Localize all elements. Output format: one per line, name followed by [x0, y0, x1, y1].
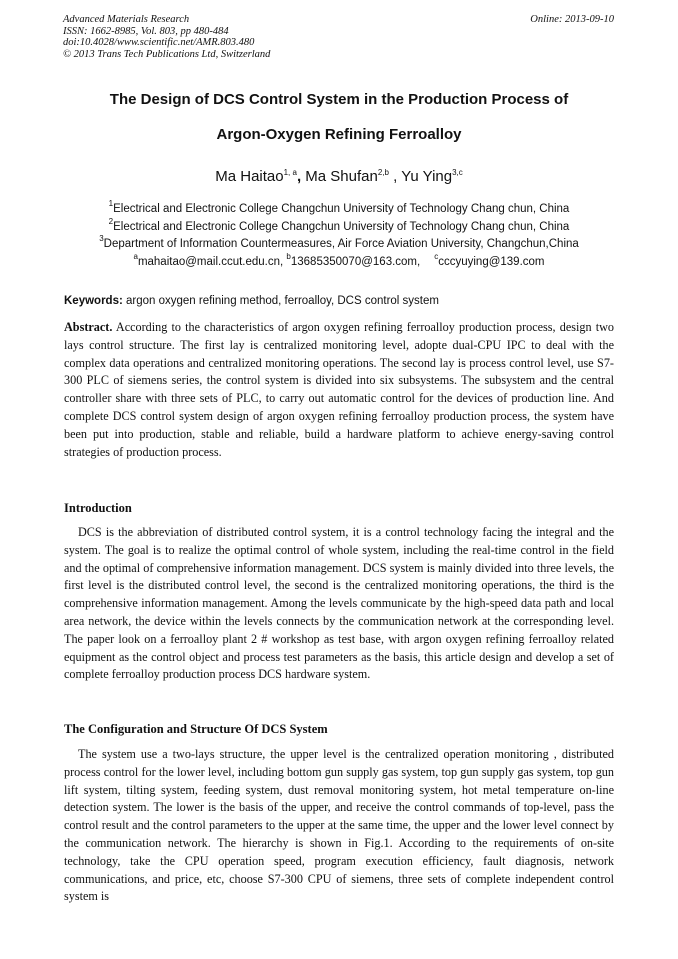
issn-line: ISSN: 1662-8985, Vol. 803, pp 480-484: [63, 25, 229, 37]
author-list: [40, 168, 638, 185]
email-address: mahaitao@mail.ccut.edu.cn,: [137, 256, 284, 268]
email-superscript: c: [434, 252, 439, 261]
affiliation-3: [30, 234, 648, 250]
affiliation-superscript: 2: [108, 217, 114, 226]
author-name: Ma Haitao: [215, 168, 284, 185]
doi-line: doi:10.4028/www.scientific.net/AMR.803.480: [63, 37, 255, 49]
paper-title-line-1: The Design of DCS Control System in the Production Process of: [109, 91, 569, 108]
section-heading-configuration: The Configuration and Structure Of DCS System: [64, 722, 328, 736]
author-separator: ,: [296, 168, 302, 185]
affiliation-text: Electrical and Electronic College Changchun University of Technology Chang chun, China: [113, 203, 570, 215]
affiliation-1: [30, 199, 648, 215]
keywords-label: Keywords:: [64, 295, 123, 307]
email-address: 13685350070@163.com,: [290, 256, 421, 268]
journal-name: Advanced Materials Research: [63, 14, 190, 25]
keywords: [64, 295, 614, 307]
author-name: Ma Shufan: [301, 168, 378, 185]
email-address: cccyuying@139.com: [438, 256, 545, 268]
email-superscript: b: [286, 252, 291, 261]
abstract-label: Abstract.: [64, 320, 113, 334]
author-superscript: 1, a: [283, 168, 297, 177]
email-line: [30, 252, 648, 268]
configuration-paragraph: The system use a two-lays structure, the upper level is the centralized operation monitoring , distributed process control for the lower level, including bottom gun supply gas system, top gun supply gas system, top gun lift system, tilting system, feeding system, dust removal monitoring system, hot metal temperature on-line detection system. The lower is the basis of the upper, and receive the control commands of top-level, pass the control result and the control parameters to the upper at the same time, the upper and the lower level connect by the communication network. The hierarchy is shown in Fig.1. According to the requirements of on-site technology, take the CPU operation speed, program execution efficiency, fault diagnosis, network communications, and price, etc, choose S7-300 CPU of siemens, three sets of complete independent control system is: [64, 747, 614, 904]
abstract: [64, 319, 614, 461]
affiliation-superscript: 1: [108, 199, 114, 208]
affiliation-2: [30, 217, 648, 233]
introduction-paragraph: DCS is the abbreviation of distributed control system, it is a control technology facing the integral and the system. The goal is to realize the optimal control of whole system, including the real-time control in the field and the optimal of comprehensive information management. DCS system is mainly divided into three levels, the first level is the distributed control level, the second is the centralized monitoring operations, the third is the comprehensive information management. Among the levels communicate by the high-speed data path and local area network, the device within the levels connects by the communication network at the corresponding level. The paper look on a ferroalloy plant 2 # workshop as test base, with argon oxygen refining ferroalloy related equipment as the control object and process test parameters as the basis, this article design and develop a set of complete ferroalloy production process DCS hardware system.: [64, 525, 614, 682]
affiliation-text: Electrical and Electronic College Changchun University of Technology Chang chun, China: [113, 221, 570, 233]
section-heading-introduction: Introduction: [64, 501, 132, 515]
online-date: Online: 2013-09-10: [530, 14, 614, 25]
keywords-text: argon oxygen refining method, ferroalloy, DCS control system: [122, 295, 439, 307]
email-superscript: a: [133, 252, 138, 261]
author-superscript: 3,c: [452, 168, 463, 177]
author-superscript: 2,b: [377, 168, 389, 177]
journal-header: [63, 14, 270, 60]
abstract-text: According to the characteristics of argon oxygen refining ferroalloy production process, design two lays control structure. The first lay is centralized monitoring level, adopte dual-CPU IPC to deal with the complex data operations and centralized monitoring operations. The second lay is process control level, use S7-300 PLC of siemens series, the control system is divided into six subsystems. The subsystem and the central controller share with three sets of PLC, to carry out automatic control for the devices of production line. And complete DCS control system design of argon oxygen refining ferroalloy production process, the system have been put into production, stable and reliable, build a hardware platform to achieve energy-saving control strategies of production process.: [64, 320, 614, 459]
affiliation-text: Department of Information Countermeasures, Air Force Aviation University, Changchun,China: [103, 238, 579, 250]
author-separator: ,: [388, 168, 398, 185]
affiliation-superscript: 3: [99, 234, 104, 243]
paper-title-line-2: Argon-Oxygen Refining Ferroalloy: [216, 126, 462, 143]
author-name: Yu Ying: [397, 168, 453, 185]
copyright-line: © 2013 Trans Tech Publications Ltd, Switzerland: [63, 48, 271, 60]
